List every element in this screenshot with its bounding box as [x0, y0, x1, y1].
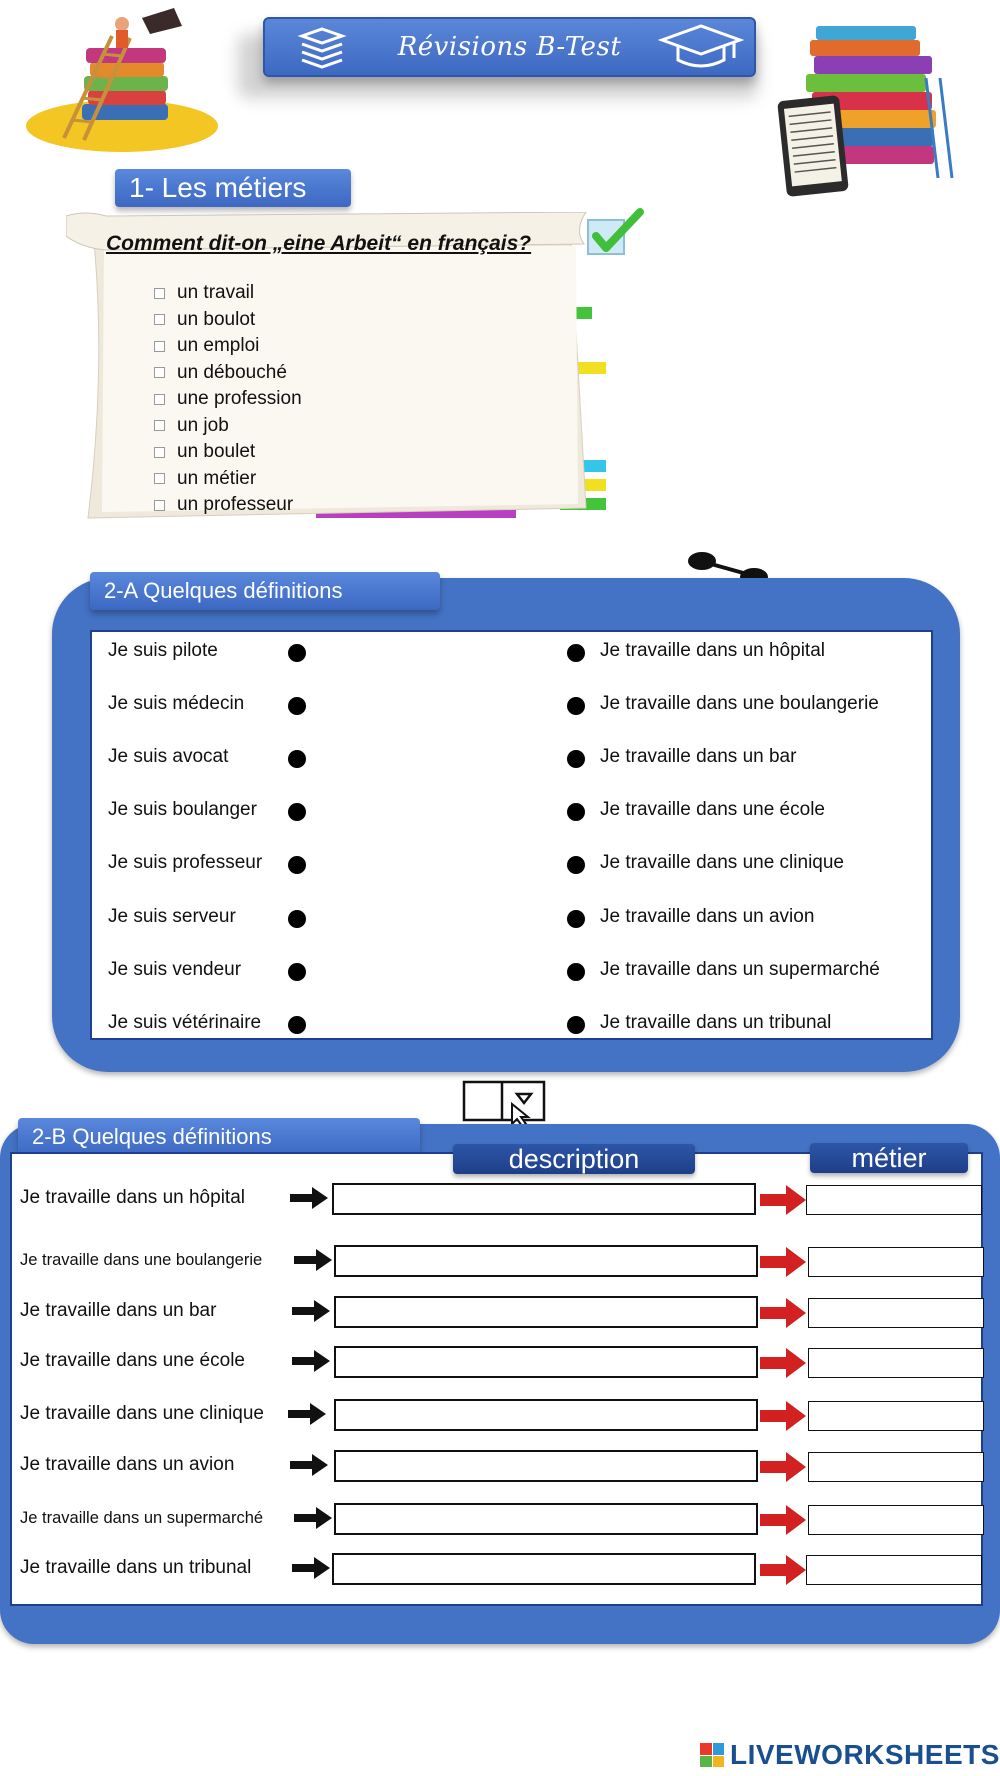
option-item[interactable]	[154, 439, 302, 466]
fill-row	[10, 1183, 983, 1217]
match-right-label: Je travaille dans un hôpital	[600, 640, 825, 661]
checkbox[interactable]	[154, 341, 165, 352]
match-left-label: Je suis avocat	[108, 746, 229, 767]
section2a-label	[90, 572, 440, 610]
red-arrow-icon	[760, 1247, 806, 1277]
fill-row	[10, 1503, 983, 1537]
option-label: un emploi	[177, 335, 260, 357]
section1-label-text: 1- Les métiers	[129, 172, 307, 203]
match-row	[92, 742, 931, 772]
metier-input[interactable]	[808, 1348, 984, 1378]
option-label: une profession	[177, 388, 302, 410]
red-arrow-icon	[760, 1401, 806, 1431]
description-input[interactable]	[334, 1296, 758, 1328]
arrow-right-icon	[290, 1454, 328, 1476]
section2a-label-text: 2-A Quelques définitions	[104, 578, 343, 603]
arrow-right-icon	[290, 1187, 328, 1209]
fill-row-label: Je travaille dans un supermarché	[20, 1509, 264, 1527]
checkbox[interactable]	[154, 447, 165, 458]
match-dot-left[interactable]	[288, 856, 306, 874]
books-stack-icon	[296, 26, 348, 70]
arrow-right-icon	[292, 1557, 330, 1579]
metier-input[interactable]	[806, 1185, 982, 1215]
match-right-label: Je travaille dans un tribunal	[600, 1012, 832, 1033]
metier-input[interactable]	[808, 1452, 984, 1482]
match-dot-left[interactable]	[288, 644, 306, 662]
match-dot-right[interactable]	[567, 910, 585, 928]
description-input[interactable]	[334, 1346, 758, 1378]
match-row	[92, 795, 931, 825]
description-column-header	[453, 1144, 695, 1174]
match-row	[92, 902, 931, 932]
match-right-label: Je travaille dans un supermarché	[600, 959, 880, 980]
metier-input[interactable]	[808, 1247, 984, 1277]
matching-board	[90, 630, 933, 1040]
metier-input[interactable]	[808, 1505, 984, 1535]
question-text: Comment dit-on „eine Arbeit“ en français?	[106, 232, 532, 255]
graduation-cap-icon	[658, 22, 744, 72]
footer-logo	[700, 1740, 1000, 1770]
books-ladder-illustration	[24, 8, 224, 153]
match-right-label: Je travaille dans une boulangerie	[600, 693, 879, 714]
option-label: un boulet	[177, 441, 256, 463]
description-input[interactable]	[334, 1399, 758, 1431]
fill-row-label: Je travaille dans un tribunal	[20, 1557, 252, 1578]
match-dot-right[interactable]	[567, 697, 585, 715]
option-item[interactable]	[154, 466, 302, 493]
description-input[interactable]	[334, 1450, 758, 1482]
match-left-label: Je suis vendeur	[108, 959, 242, 980]
metier-column-header	[810, 1143, 968, 1173]
match-dot-right[interactable]	[567, 750, 585, 768]
option-item[interactable]	[154, 492, 302, 519]
red-arrow-icon	[760, 1555, 806, 1585]
red-arrow-icon	[760, 1452, 806, 1482]
liveworksheets-mark-icon	[700, 1743, 724, 1767]
match-dot-left[interactable]	[288, 910, 306, 928]
match-dot-right[interactable]	[567, 856, 585, 874]
fill-row-label: Je travaille dans un avion	[20, 1454, 235, 1475]
match-right-label: Je travaille dans un bar	[600, 746, 797, 767]
checkbox[interactable]	[154, 394, 165, 405]
arrow-right-icon	[294, 1249, 332, 1271]
fill-row	[10, 1399, 983, 1433]
option-item[interactable]	[154, 413, 302, 440]
checkbox[interactable]	[154, 367, 165, 378]
match-dot-right[interactable]	[567, 963, 585, 981]
match-row	[92, 848, 931, 878]
check-icon	[584, 208, 646, 260]
dropdown-widget-icon	[462, 1080, 546, 1122]
fill-row	[10, 1450, 983, 1484]
description-input[interactable]	[332, 1183, 756, 1215]
checkbox[interactable]	[154, 420, 165, 431]
section2b-label-text: 2-B Quelques définitions	[32, 1124, 272, 1149]
checkbox[interactable]	[154, 473, 165, 484]
fill-row	[10, 1296, 983, 1330]
match-dot-right[interactable]	[567, 1016, 585, 1034]
fill-row	[10, 1346, 983, 1380]
option-item[interactable]	[154, 307, 302, 334]
match-dot-left[interactable]	[288, 963, 306, 981]
section1-label	[115, 169, 351, 207]
section2b-label	[18, 1118, 420, 1156]
match-right-label: Je travaille dans un avion	[600, 906, 815, 927]
footer-brand-text: LIVEWORKSHEETS	[730, 1739, 1000, 1770]
option-item[interactable]	[154, 386, 302, 413]
match-dot-left[interactable]	[288, 1016, 306, 1034]
match-left-label: Je suis boulanger	[108, 799, 257, 820]
description-input[interactable]	[332, 1553, 756, 1585]
option-label: un professeur	[177, 494, 294, 516]
books-tablet-illustration	[776, 18, 956, 198]
option-label: un débouché	[177, 361, 287, 383]
red-arrow-icon	[760, 1505, 806, 1535]
paper-scroll	[66, 212, 606, 522]
option-item[interactable]	[154, 333, 302, 360]
match-left-label: Je suis pilote	[108, 640, 218, 661]
match-row	[92, 955, 931, 985]
arrow-right-icon	[292, 1350, 330, 1372]
metier-header-text: métier	[851, 1142, 927, 1173]
option-item[interactable]	[154, 280, 302, 307]
match-right-label: Je travaille dans une école	[600, 799, 825, 820]
red-arrow-icon	[760, 1298, 806, 1328]
match-row	[92, 689, 931, 719]
red-arrow-icon	[760, 1185, 806, 1215]
match-row	[92, 1008, 931, 1038]
fill-row-label: Je travaille dans un hôpital	[20, 1187, 245, 1208]
fill-row	[10, 1553, 983, 1587]
metier-input[interactable]	[808, 1298, 984, 1328]
page-title: Révisions B-Test	[397, 32, 622, 62]
match-left-label: Je suis serveur	[108, 906, 236, 927]
match-left-label: Je suis professeur	[108, 852, 263, 873]
match-left-label: Je suis vétérinaire	[108, 1012, 262, 1033]
fill-row-label: Je travaille dans une école	[20, 1350, 245, 1371]
checkbox[interactable]	[154, 500, 165, 511]
match-dot-left[interactable]	[288, 697, 306, 715]
description-input[interactable]	[334, 1503, 758, 1535]
fill-row-label: Je travaille dans une clinique	[20, 1403, 264, 1424]
option-label: un boulot	[177, 308, 256, 330]
fill-row-label: Je travaille dans un bar	[20, 1300, 217, 1321]
match-left-label: Je suis médecin	[108, 693, 245, 714]
metier-input[interactable]	[806, 1555, 982, 1585]
arrow-right-icon	[292, 1300, 330, 1322]
options-list	[154, 280, 302, 519]
description-input[interactable]	[334, 1245, 758, 1277]
red-arrow-icon	[760, 1348, 806, 1378]
match-dot-left[interactable]	[288, 803, 306, 821]
option-label: un travail	[177, 282, 255, 304]
match-dot-right[interactable]	[567, 803, 585, 821]
option-label: un job	[177, 414, 229, 436]
match-dot-left[interactable]	[288, 750, 306, 768]
option-label: un métier	[177, 467, 257, 489]
match-right-label: Je travaille dans une clinique	[600, 852, 844, 873]
match-row	[92, 636, 931, 666]
description-header-text: description	[508, 1143, 640, 1174]
arrow-right-icon	[294, 1507, 332, 1529]
checkbox[interactable]	[154, 288, 165, 299]
arrow-right-icon	[288, 1403, 326, 1425]
match-dot-right[interactable]	[567, 644, 585, 662]
fill-row-label: Je travaille dans une boulangerie	[20, 1251, 263, 1269]
fill-row	[10, 1245, 983, 1279]
checkbox[interactable]	[154, 314, 165, 325]
metier-input[interactable]	[808, 1401, 984, 1431]
option-item[interactable]	[154, 360, 302, 387]
